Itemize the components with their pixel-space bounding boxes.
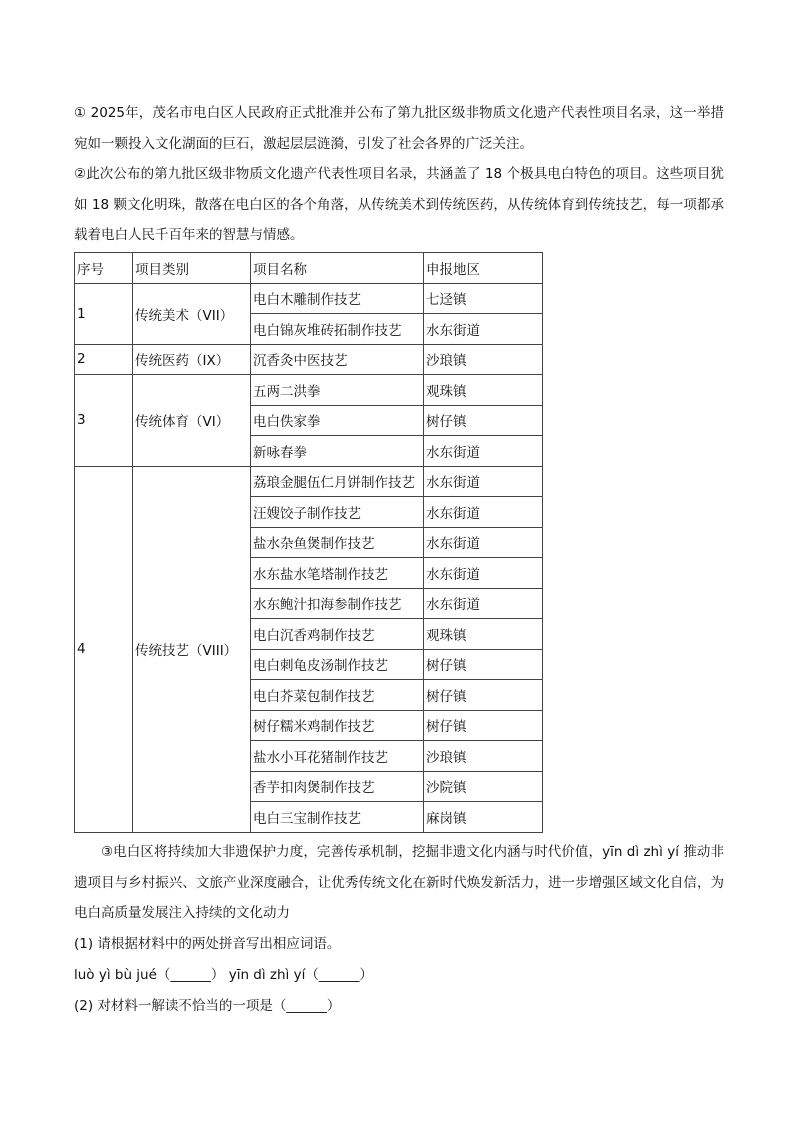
paren-close: ） bbox=[326, 998, 341, 1014]
paragraph-2: ②此次公布的第九批区级非物质文化遗产代表性项目名录，共涵盖了 18 个极具电白特色的项目。这些项目犹如 18 颗文化明珠，散落在电白区的各个角落，从传统美术到传统医药，从传统体育到传统技艺，每一项都承载着电白人民千百年来的智慧与情感。 bbox=[74, 166, 724, 243]
pinyin-a: luò yì bù jué（ bbox=[74, 967, 171, 983]
group-number-cell: 2 bbox=[75, 344, 133, 375]
project-name-cell: 香芋扣肉煲制作技艺 bbox=[251, 771, 424, 802]
paragraph-3: ③电白区将持续加大非遗保护力度，完善传承机制，挖掘非遗文化内涵与时代价值，yīn dì zhì yí 推动非遗项目与乡村振兴、文旅产业深度融合，让优秀传统文化在新时代焕发新活力，进一步增强区域文化自信，为电白高质量发展注入持续的文化动力 bbox=[74, 844, 725, 921]
region-cell: 麻岗镇 bbox=[424, 802, 543, 833]
region-cell: 水东街道 bbox=[424, 314, 543, 345]
table-header-cell: 申报地区 bbox=[424, 253, 543, 284]
answer-blank-1[interactable]: ______ bbox=[170, 967, 211, 983]
paragraph-1: ① 2025年，茂名市电白区人民政府正式批准并公布了第九批区级非物质文化遗产代表性项目名录，这一举措宛如一颗投入文化湖面的巨石，激起层层涟漪，引发了社会各界的广泛关注。 bbox=[74, 105, 724, 152]
question-2 bbox=[74, 991, 724, 1021]
region-cell: 水东街道 bbox=[424, 527, 543, 558]
project-name-cell: 五两二洪拳 bbox=[251, 375, 424, 406]
region-cell: 树仔镇 bbox=[424, 710, 543, 741]
question-1-answer-line bbox=[74, 960, 724, 990]
project-name-cell: 新咏春拳 bbox=[251, 436, 424, 467]
group-category-cell: 传统技艺（VIII） bbox=[133, 466, 251, 832]
region-cell: 沙琅镇 bbox=[424, 741, 543, 772]
project-name-cell: 电白刺龟皮汤制作技艺 bbox=[251, 649, 424, 680]
project-name-cell: 水东鲍汁扣海参制作技艺 bbox=[251, 588, 424, 619]
pinyin-b: ） yīn dì zhì yí（ bbox=[210, 967, 319, 983]
region-cell: 七迳镇 bbox=[424, 283, 543, 314]
region-cell: 树仔镇 bbox=[424, 680, 543, 711]
region-cell: 水东街道 bbox=[424, 466, 543, 497]
paren-close: ） bbox=[359, 967, 373, 983]
region-cell: 观珠镇 bbox=[424, 619, 543, 650]
region-cell: 水东街道 bbox=[424, 497, 543, 528]
region-cell: 树仔镇 bbox=[424, 405, 543, 436]
project-name-cell: 盐水杂鱼煲制作技艺 bbox=[251, 527, 424, 558]
project-name-cell: 汪嫂饺子制作技艺 bbox=[251, 497, 424, 528]
table-row bbox=[75, 283, 543, 314]
question-1: (1) 请根据材料中的两处拼音写出相应词语。 bbox=[74, 936, 341, 952]
project-name-cell: 电白佚家拳 bbox=[251, 405, 424, 436]
project-table bbox=[74, 252, 543, 833]
group-number-cell: 3 bbox=[75, 375, 133, 467]
group-number-cell: 4 bbox=[75, 466, 133, 832]
answer-blank-2[interactable]: ______ bbox=[318, 967, 360, 983]
table-row bbox=[75, 375, 543, 406]
group-number-cell: 1 bbox=[75, 283, 133, 344]
region-cell: 沙琅镇 bbox=[424, 344, 543, 375]
group-category-cell: 传统医药（IX） bbox=[133, 344, 251, 375]
region-cell: 树仔镇 bbox=[424, 649, 543, 680]
project-name-cell: 树仔糯米鸡制作技艺 bbox=[251, 710, 424, 741]
project-name-cell: 电白木雕制作技艺 bbox=[251, 283, 424, 314]
region-cell: 水东街道 bbox=[424, 436, 543, 467]
project-name-cell: 盐水小耳花猪制作技艺 bbox=[251, 741, 424, 772]
project-name-cell: 电白芥菜包制作技艺 bbox=[251, 680, 424, 711]
table-header-cell: 项目名称 bbox=[251, 253, 424, 284]
region-cell: 观珠镇 bbox=[424, 375, 543, 406]
project-name-cell: 水东盐水笔塔制作技艺 bbox=[251, 558, 424, 589]
question-2-text: (2) 对材料一解读不恰当的一项是（ bbox=[74, 998, 287, 1014]
project-name-cell: 沉香灸中医技艺 bbox=[251, 344, 424, 375]
group-category-cell: 传统美术（VII） bbox=[133, 283, 251, 344]
table-header-cell: 项目类别 bbox=[133, 253, 251, 284]
table-row bbox=[75, 466, 543, 497]
table-header-cell: 序号 bbox=[75, 253, 133, 284]
project-name-cell: 荔琅金腿伍仁月饼制作技艺 bbox=[251, 466, 424, 497]
project-name-cell: 电白沉香鸡制作技艺 bbox=[251, 619, 424, 650]
project-name-cell: 电白三宝制作技艺 bbox=[251, 802, 424, 833]
region-cell: 水东街道 bbox=[424, 588, 543, 619]
region-cell: 水东街道 bbox=[424, 558, 543, 589]
table-header-row bbox=[75, 253, 543, 284]
answer-blank-3[interactable]: ______ bbox=[286, 998, 327, 1014]
table-row bbox=[75, 344, 543, 375]
group-category-cell: 传统体育（VI） bbox=[133, 375, 251, 467]
project-name-cell: 电白锦灰堆砖拓制作技艺 bbox=[251, 314, 424, 345]
region-cell: 沙院镇 bbox=[424, 771, 543, 802]
